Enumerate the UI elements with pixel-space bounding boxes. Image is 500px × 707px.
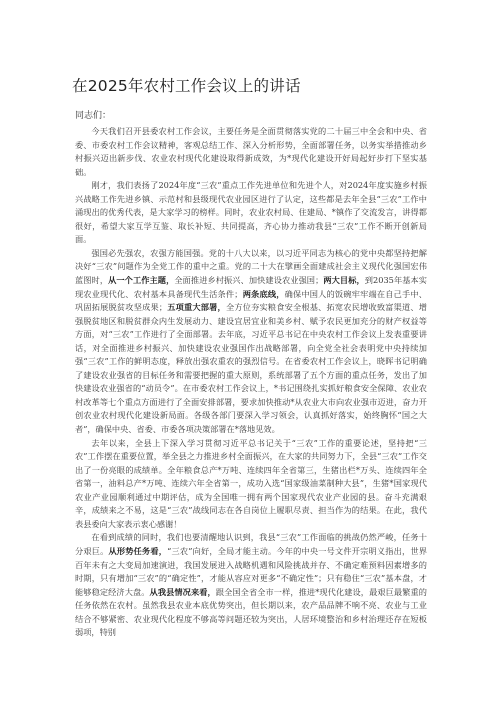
emphasis-text: 从形势任务看，: [108, 545, 168, 556]
paragraph-text: 全方位夯实粮食安全根基、拓宽农民增收致富渠道、增强脱贫地区和脱贫群众内生发展动力、建设宜居宜业和美乡村、赋予农民更加充分的财产权益等方面，对“三农”工作进行了全面部署。去年底，习近平总书记在中央农村工作会议上发表重要讲话，对全面推进乡村振兴、加快建设农业强国作出战略部署，向全党全社会表明党中央持续加强“三农”工作的鲜明态度，释放出强农重农的强烈信号。在省委农村工作会议上，晓晖书记明确了建设农业强省的目标任务和需要把握的重大原则，系统部署了五个方面的重点任务，发出了加快建设农业强省的“动员令”。在市委农村工作会议上，*书记围绕扎实抓好粮食安全保障、农业农村改革等七个重点方面进行了全面安排部署，要求加快推动*从农业大市向农业强市迈进，奋力开创农业农村现代化建设新局面。各级各部门要深入学习领会，认真抓好落实，始终胸怀“国之大者”，确保中央、省委、市委各项决策部署在*落地见效。: [75, 302, 427, 435]
document-title: 在2025年农村工作会议上的讲话: [72, 77, 301, 95]
document-body: [75, 125, 427, 640]
paragraph-text: 在看到成绩的同时，我们也要清醒地认识到，我县“三农”工作面临的挑战仍然严峻，任务十分艰巨。: [75, 532, 427, 556]
paragraph-text: 今天我们召开县委农村工作会议，主要任务是全面贯彻落实党的二十届三中全会和中央、省委、市委农村工作会议精神，客观总结工作、深入分析形势，全面部署任务，以务实举措推动乡村振兴迈出新步伐、农业农村现代化建设取得新成效，为*现代化建设开好局起好步打下坚实基础。: [75, 126, 427, 177]
emphasis-text: 两大目标，: [323, 275, 365, 286]
paragraph-text: 确保中国人的饭碗牢牢端在自己手中、巩固拓展脱贫攻坚成果；: [75, 288, 427, 313]
body-paragraph: [75, 179, 427, 247]
emphasis-text: 五项重大部署，: [167, 302, 226, 313]
emphasis-text: 从我县情况来看，: [149, 586, 216, 597]
body-paragraph: [75, 437, 427, 532]
body-paragraph: [75, 247, 427, 437]
body-paragraph: [75, 125, 427, 179]
paragraph-text: 全面推进乡村振兴、加快建设农业强国；: [174, 275, 324, 286]
paragraph-text: 强国必先强农，农强方能国强。党的十八大以来，以习近平同志为核心的党中央都坚持把解决好“三农”问题作为全党工作的重中之重。党的二十大在擘画全面建成社会主义现代化强国宏伟蓝图时，: [75, 247, 427, 286]
paragraph-text: 到2035年基本实现农业现代化、农村基本具备现代生活条件；: [75, 275, 427, 299]
paragraph-text: 去年以来，全县上下深入学习贯彻习近平总书记关于“三农”工作的重要论述，坚持把“三农”工作摆在重要位置，举全县之力推进乡村全面振兴，在大家的共同努力下，全县“三农”工作交出了一份亮眼的成绩单。全年粮食总产*万吨、连续四年全省第三，生猪出栏*万头、连续四年全省第一，油料总产*万吨、连续六年全省第一，成功入选“国家级油菜制种大县”，生猪*国家现代农业产业园顺利通过中期评估，成为全国唯一拥有两个国家现代农业产业园的县。奋斗充满艰辛，成绩来之不易，这是“三农”战线同志在各自岗位上履职尽责、担当作为的结果。在此，我代表县委向大家表示衷心感谢！: [75, 437, 427, 529]
body-paragraph: [75, 531, 427, 639]
paragraph-text: 刚才，我们表扬了2024年度“三农”重点工作先进单位和先进个人，对2024年度实施乡村振兴战略工作先进乡镇、示范村和县级现代农业园区进行了认定，这些都是去年全县“三农”工作中涌现出的优秀代表，是大家学习的榜样。同时，农业农村局、住建局、*镇作了交流发言，讲得都很好，希望大家互学互鉴、取长补短、共同提高，齐心协力推动我县“三农”工作不断开创新局面。: [75, 180, 427, 245]
paragraph-text: “三农”向好，全局才能主动。今年的中央一号文件开宗明义指出，世界百年未有之大变局加速演进，我国发展进入战略机遇和风险挑战并存、不确定难预料因素增多的时期，只有增加“三农”的“确定性”，才能从容应对更多“不确定性”；只有稳住“三农”基本盘，才能够稳定经济大盘。: [75, 545, 427, 597]
paragraph-text: 跟全国全省全市一样，推进*现代化建设，最艰巨最繁重的任务依然在农村。虽然我县农业本底优势突出，但长期以来，农产品品牌不响不亮、农业与工业结合不够紧密、农业现代化程度不够高等问题还较为突出，人居环境整治和乡村治理还存在短板弱项，特别: [75, 586, 427, 638]
emphasis-text: 从一个工作主题，: [108, 275, 175, 286]
salutation: 同志们：: [75, 111, 112, 121]
emphasis-text: 两条底线，: [242, 288, 285, 299]
